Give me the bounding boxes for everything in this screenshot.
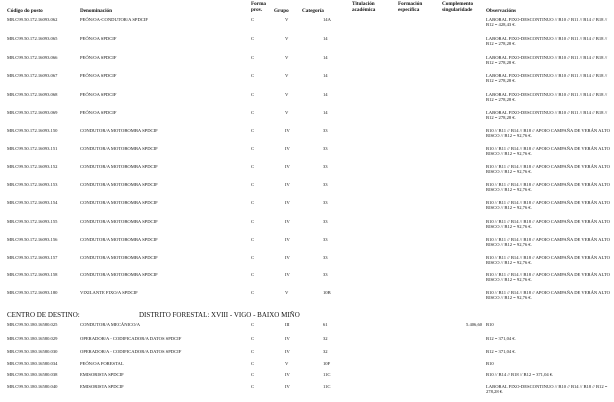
grupo: IV (285, 372, 290, 377)
grupo: III (285, 322, 290, 327)
denominacion: EMISORISTA SPDCIF (80, 384, 124, 389)
post-code: MR.C99.50.180.16580.025 (7, 322, 58, 327)
grupo: IV (285, 219, 290, 224)
denominacion: PEÓN/OA SPDCIF (80, 110, 117, 115)
denominacion: CONDUTOR/A MOTOBOMBA SPDCIF (80, 237, 158, 242)
categoria: 61 (323, 322, 328, 327)
categoria: 33 (323, 272, 328, 277)
forma-prov: C (251, 110, 255, 115)
post-code: MR.C99.50.172.16093.154 (7, 200, 58, 205)
observacions: LABORAL FIXO-DESCONTINUO // B10 // B14 // B18 // B12 = 278,28 €. (486, 384, 608, 395)
denominacion: CONDUTOR/A MOTOBOMBA SPDCIF (80, 128, 158, 133)
forma-prov: C (251, 322, 255, 327)
categoria: 11C (323, 372, 331, 377)
grupo: V (285, 36, 289, 41)
categoria: 33 (323, 255, 328, 260)
observacions: B10 // B11 // B14 // B18 // APOIO CAMPAÑA DE VERÁN ALTO RISCO // B12 = 92,76 €. (486, 128, 610, 139)
observacions: B10 (486, 322, 494, 327)
post-code: MR.C99.50.180.16580.040 (7, 384, 58, 389)
observacions: B12 = 371,04 €. (486, 336, 516, 341)
denominacion: PEÓN/OA SPDCIF (80, 55, 117, 60)
forma-prov: C (251, 73, 255, 78)
header-categoria: Categoría (302, 8, 324, 14)
grupo: V (285, 73, 289, 78)
observacions: LABORAL FIXO-DESCONTINUO // B10 // B11 // B14 // B18 // B12 = 278,28 €. (486, 36, 608, 47)
observacions: B10 // B11 // B14 // B18 // APOIO CAMPAÑA DE VERÁN ALTO RISCO // B12 = 92,76 €. (486, 200, 610, 211)
denominacion: VIXILANTE FIXO/A SPDCIF (80, 290, 138, 295)
post-code: MR.C99.50.172.16093.068 (7, 92, 58, 97)
observacions: LABORAL FIXO-DESCONTINUO // B10 // B11 // B14 // B18 // B12 = 428,43 €. (486, 17, 608, 28)
observacions: B10 // B11 // B14 // B18 // APOIO CAMPAÑA DE VERÁN ALTO RISCO // B12 = 92,76 €. (486, 146, 610, 157)
denominacion: CONDUTOR/A MOTOBOMBA SPDCIF (80, 272, 158, 277)
denominacion: CONDUTOR/A MOTOBOMBA SPDCIF (80, 200, 158, 205)
categoria: 33 (323, 128, 328, 133)
observacions: LABORAL FIXO-DESCONTINUO // B10 // B11 // B14 // B18 // B12 = 278,28 €. (486, 110, 608, 121)
grupo: IV (285, 200, 290, 205)
denominacion: OPERADOR/A - CODIFICADOR/A DATOS SPDCIF (80, 349, 182, 354)
forma-prov: C (251, 92, 255, 97)
categoria: 14A (323, 17, 331, 22)
denominacion: CONDUTOR/A MOTOBOMBA SPDCIF (80, 219, 158, 224)
grupo: IV (285, 146, 290, 151)
grupo: IV (285, 182, 290, 187)
categoria: 33 (323, 219, 328, 224)
header-complemento: Complemento singularidade (442, 1, 474, 13)
observacions: B10 (486, 361, 494, 366)
grupo: IV (285, 384, 290, 389)
observacions: LABORAL FIXO-DESCONTINUO // B10 // B11 // B14 // B18 // B12 = 278,28 €. (486, 92, 608, 103)
observacions: LABORAL FIXO-DESCONTINUO // B10 // B11 // B14 // B18 // B12 = 278,28 €. (486, 55, 608, 66)
observacions: B10 // B11 // B14 // B18 // APOIO CAMPAÑA DE VERÁN ALTO RISCO // B12 = 92,76 €. (486, 255, 610, 266)
categoria: 14 (323, 92, 328, 97)
denominacion: PEÓN/OA SPDCIF (80, 73, 117, 78)
header-titulacion: Titulación académica (352, 1, 376, 13)
denominacion: PEÓN/OA SPDCIF (80, 92, 117, 97)
categoria: 14 (323, 73, 328, 78)
forma-prov: C (251, 55, 255, 60)
grupo: IV (285, 272, 290, 277)
forma-prov: C (251, 272, 255, 277)
denominacion: CONDUTOR/A MOTOBOMBA SPDCIF (80, 146, 158, 151)
forma-prov: C (251, 336, 255, 341)
header-forma-prov: Forma prov. (251, 1, 266, 13)
grupo: IV (285, 128, 290, 133)
grupo: V (285, 290, 289, 295)
grupo: V (285, 361, 289, 366)
observacions: B10 // B11 // B14 // B18 // APOIO CAMPAÑA DE VERÁN ALTO RISCO // B12 = 92,76 €. (486, 219, 610, 230)
observacions: B12 = 371,04 €. (486, 349, 516, 354)
post-code: MR.C99.50.180.16580.030 (7, 349, 58, 354)
post-code: MR.C99.50.172.16093.180 (7, 290, 58, 295)
categoria: 33 (323, 164, 328, 169)
forma-prov: C (251, 361, 255, 366)
forma-prov: C (251, 164, 255, 169)
denominacion: OPERADOR/A - CODIFICADOR/A DATOS SPDCIF (80, 336, 182, 341)
post-code: MR.C99.50.172.16093.157 (7, 255, 58, 260)
categoria: 10F (323, 361, 331, 366)
header-observacions: Observacións (486, 8, 516, 14)
denominacion: CONDUTOR/A MOTOBOMBA SPDCIF (80, 255, 158, 260)
post-code: MR.C99.50.172.16093.150 (7, 128, 58, 133)
denominacion: PEÓN/OA SPDCIF (80, 36, 117, 41)
observacions: LABORAL FIXO-DESCONTINUO // B10 // B11 // B14 // B18 // B12 = 278,28 €. (486, 73, 608, 84)
post-code: MR.C99.50.172.16093.152 (7, 164, 58, 169)
categoria: 14 (323, 55, 328, 60)
header-grupo: Grupo (274, 8, 289, 14)
categoria: 33 (323, 182, 328, 187)
categoria: 33 (323, 237, 328, 242)
post-code: MR.C99.50.172.16093.156 (7, 237, 58, 242)
forma-prov: C (251, 146, 255, 151)
grupo: IV (285, 237, 290, 242)
centro-name: DISTRITO FORESTAL: XVIII - VIGO - BAIXO MIÑO (139, 311, 300, 319)
post-code: MR.C99.50.172.16093.066 (7, 55, 58, 60)
post-code: MR.C99.50.172.16093.153 (7, 182, 58, 187)
categoria: 33 (323, 200, 328, 205)
forma-prov: C (251, 36, 255, 41)
grupo: IV (285, 336, 290, 341)
categoria: 14 (323, 110, 328, 115)
categoria: 32 (323, 336, 328, 341)
post-code: MR.C99.50.180.16580.029 (7, 336, 58, 341)
denominacion: CONDUTOR/A MOTOBOMBA SPDCIF (80, 164, 158, 169)
forma-prov: C (251, 372, 255, 377)
post-code: MR.C99.50.180.16580.038 (7, 372, 58, 377)
forma-prov: C (251, 219, 255, 224)
observacions: B10 // B14 // B18 // B12 = 371,04 €. (486, 372, 554, 377)
observacions: B10 // B11 // B14 // B18 // APOIO CAMPAÑA DE VERÁN ALTO RISCO // B12 = 92,76 €. (486, 290, 610, 301)
forma-prov: C (251, 200, 255, 205)
categoria: 14 (323, 36, 328, 41)
categoria: 11C (323, 384, 331, 389)
post-code: MR.C99.50.172.16093.069 (7, 110, 58, 115)
forma-prov: C (251, 17, 255, 22)
categoria: 33 (323, 146, 328, 151)
forma-prov: C (251, 349, 255, 354)
grupo: V (285, 92, 289, 97)
post-code: MR.C99.50.172.16093.062 (7, 17, 58, 22)
forma-prov: C (251, 128, 255, 133)
categoria: 32 (323, 349, 328, 354)
grupo: IV (285, 349, 290, 354)
grupo: V (285, 55, 289, 60)
header-formacion: Formación específica (398, 1, 423, 13)
denominacion: PEÓN/OA-CONDUTOR/A SPDCIF (80, 17, 148, 22)
grupo: V (285, 110, 289, 115)
observacions: B10 // B11 // B14 // B18 // APOIO CAMPAÑA DE VERÁN ALTO RISCO // B12 = 92,76 €. (486, 182, 610, 193)
complemento: 5.406,60 (466, 322, 483, 327)
post-code: MR.C99.50.172.16093.067 (7, 73, 58, 78)
post-code: MR.C99.50.172.16093.151 (7, 146, 58, 151)
post-code: MR.C99.50.172.16093.065 (7, 36, 58, 41)
denominacion: CONDUTOR/A MECÁNICO/A (80, 322, 141, 327)
denominacion: EMISORISTA SPDCIF (80, 372, 124, 377)
centro-label: CENTRO DE DESTINO: (7, 311, 80, 319)
grupo: V (285, 17, 289, 22)
post-code: MR.C99.50.172.16093.158 (7, 272, 58, 277)
forma-prov: C (251, 237, 255, 242)
post-code: MR.C99.50.180.16580.034 (7, 361, 58, 366)
observacions: B10 // B11 // B14 // B18 // APOIO CAMPAÑA DE VERÁN ALTO RISCO // B12 = 92,76 €. (486, 237, 610, 248)
forma-prov: C (251, 290, 255, 295)
grupo: IV (285, 164, 290, 169)
forma-prov: C (251, 182, 255, 187)
forma-prov: C (251, 384, 255, 389)
observacions: B10 // B11 // B14 // B18 // APOIO CAMPAÑA DE VERÁN ALTO RISCO // B12 = 92,76 €. (486, 164, 610, 175)
post-code: MR.C99.50.172.16093.155 (7, 219, 58, 224)
categoria: 10B (323, 290, 331, 295)
denominacion: PEÓN/OA FORESTAL (80, 361, 124, 366)
denominacion: CONDUTOR/A MOTOBOMBA SPDCIF (80, 182, 158, 187)
forma-prov: C (251, 255, 255, 260)
header-codigo: Código do posto (7, 8, 43, 14)
grupo: IV (285, 255, 290, 260)
header-denominacion: Denominación (80, 8, 112, 14)
observacions: B10 // B11 // B14 // B18 // APOIO CAMPAÑA DE VERÁN ALTO RISCO // B12 = 92,76 €. (486, 272, 610, 283)
